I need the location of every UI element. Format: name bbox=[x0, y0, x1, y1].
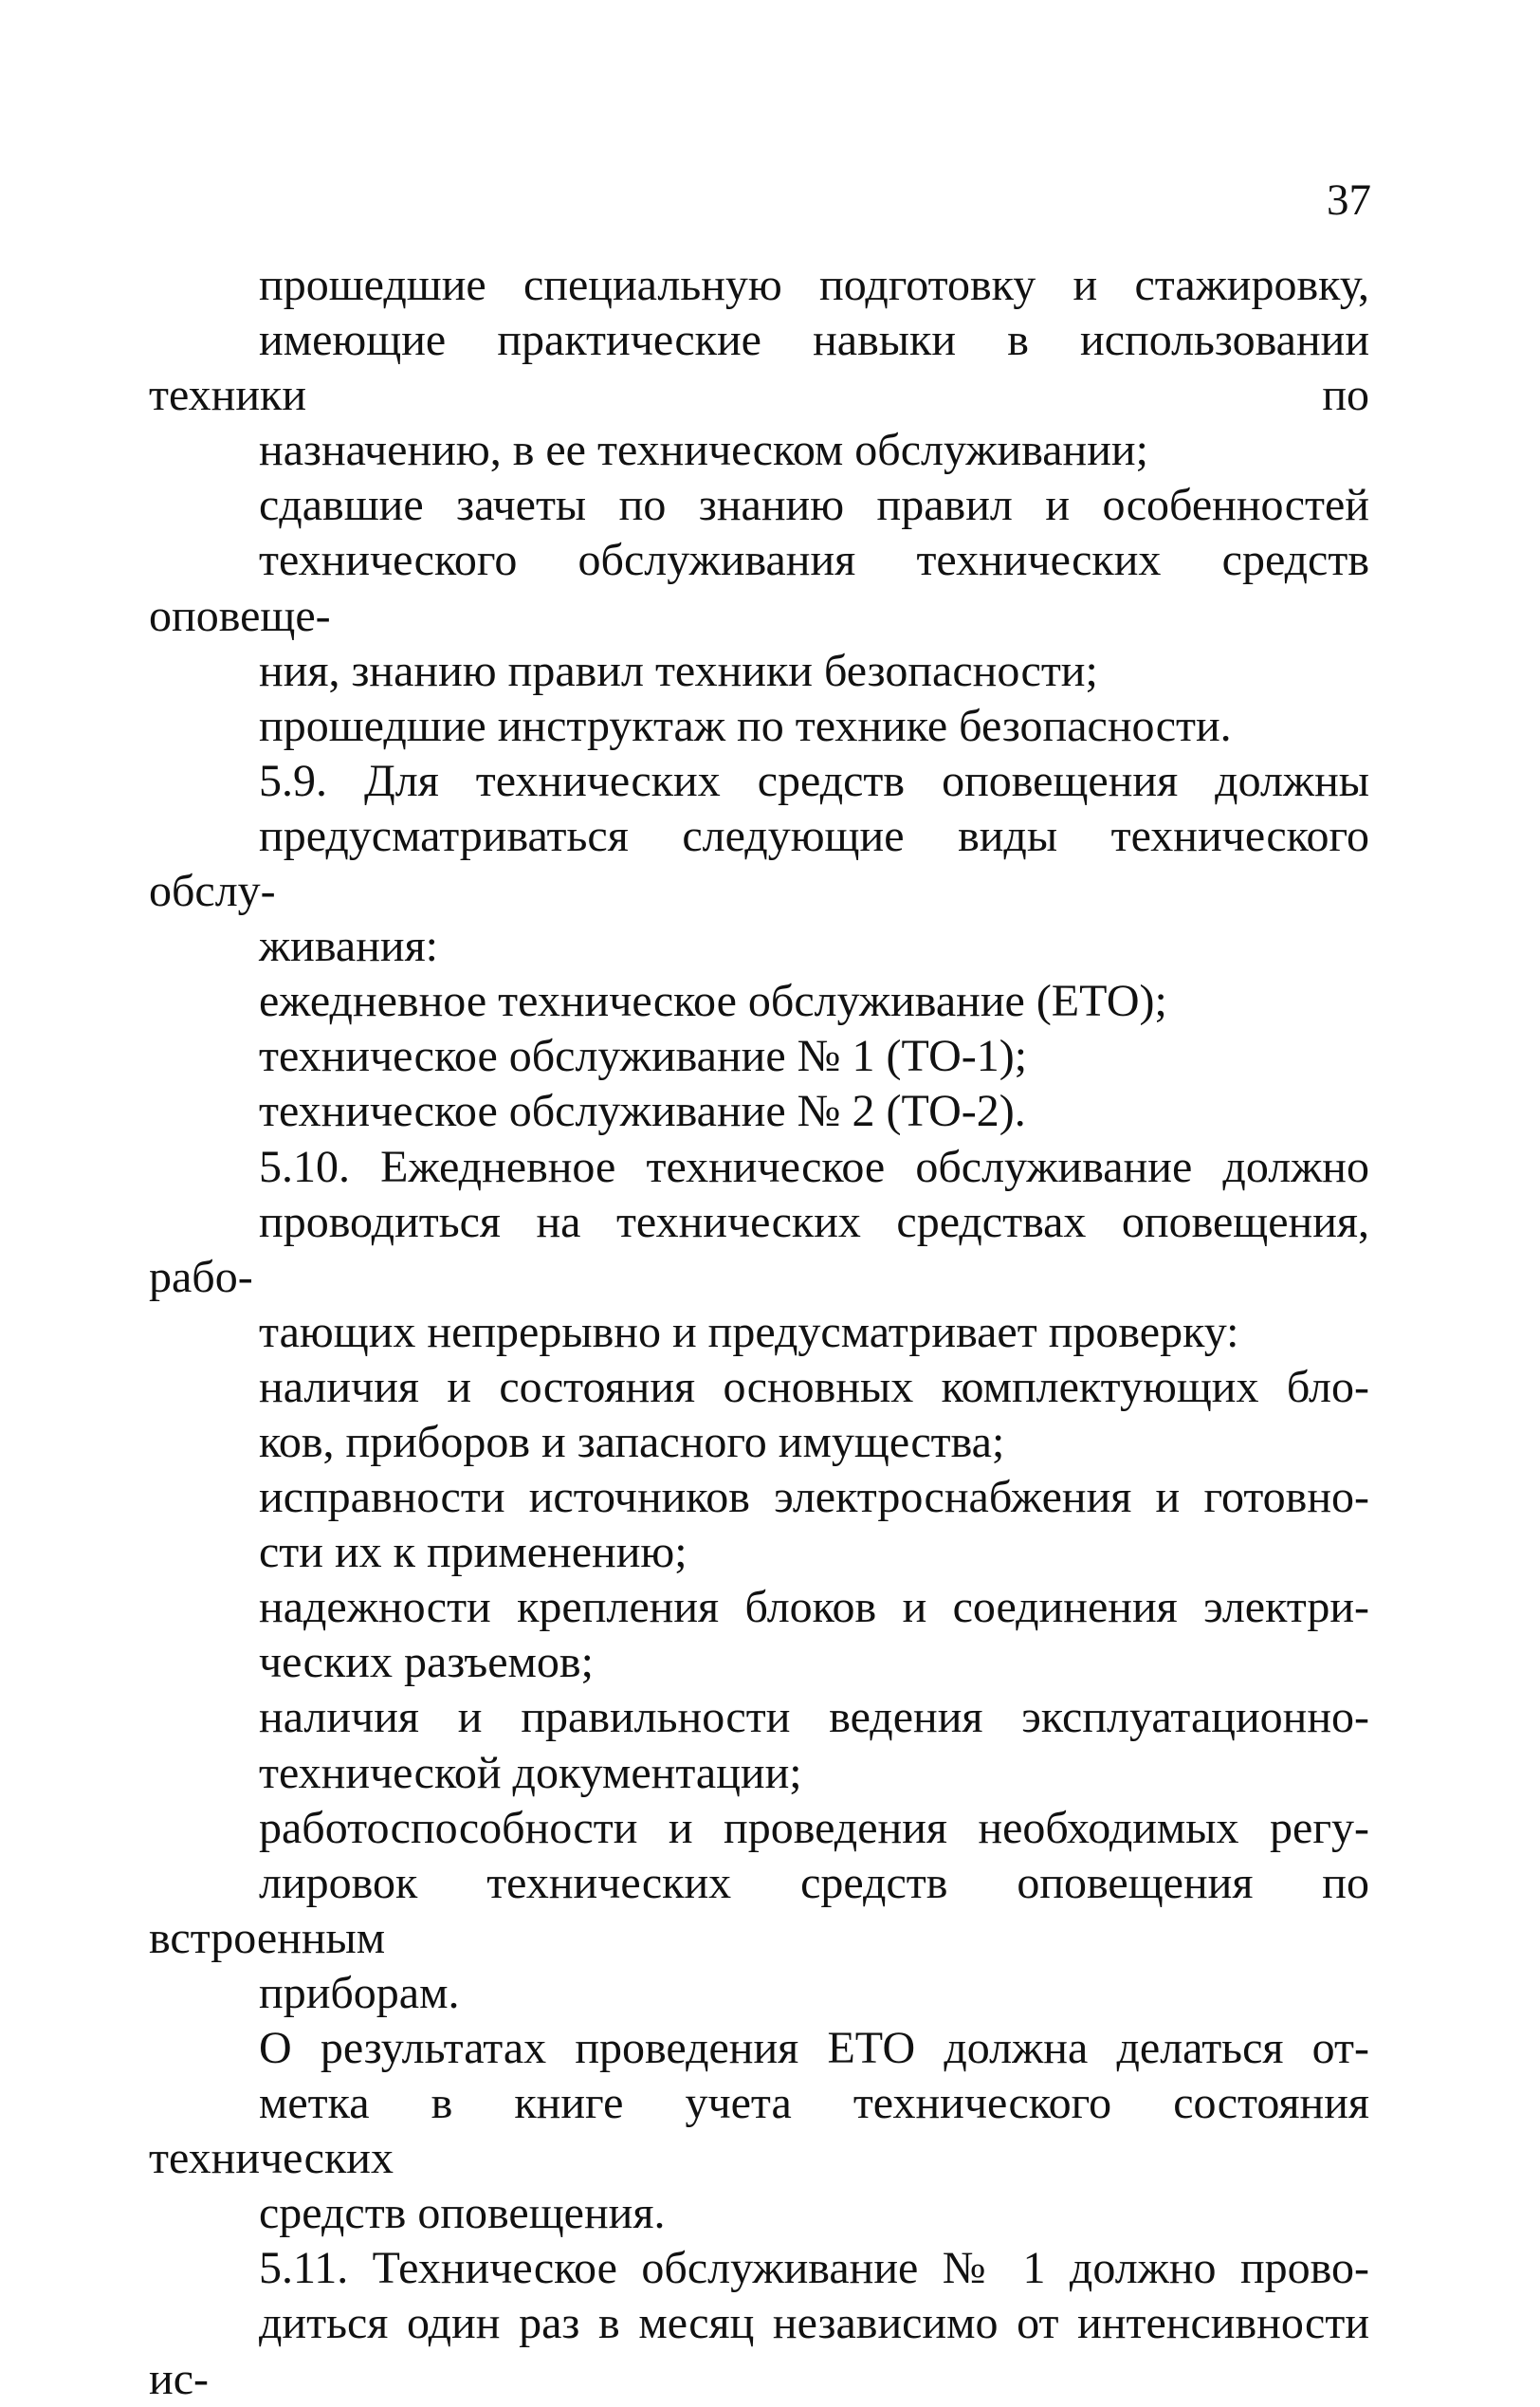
paragraph bbox=[149, 478, 1369, 698]
text-line: сдавшие зачеты по знанию правил и особенностей bbox=[259, 480, 1369, 531]
text-line: средств оповещения. bbox=[259, 2188, 666, 2239]
text-line: ческих разъемов; bbox=[259, 1637, 594, 1688]
page-number: 37 bbox=[1327, 175, 1371, 225]
paragraph bbox=[149, 1029, 1369, 1084]
text-line: лировок технических средств оповещения по встроенным bbox=[149, 1857, 1369, 1963]
paragraph bbox=[149, 1470, 1369, 1580]
paragraph bbox=[149, 1580, 1369, 1690]
paragraph bbox=[149, 2021, 1369, 2241]
paragraph bbox=[149, 1360, 1369, 1470]
paragraph bbox=[149, 1140, 1369, 1360]
text-line: О результатах проведения ЕТО должна делаться от- bbox=[259, 2023, 1369, 2073]
text-line: ежедневное техническое обслуживание (ЕТО); bbox=[259, 976, 1167, 1027]
text-line: тающих непрерывно и предусматривает проверку: bbox=[259, 1306, 1239, 1357]
text-line: проводиться на технических средствах оповещения, рабо- bbox=[149, 1196, 1369, 1302]
text-line: имеющие практические навыки в использовании техники по bbox=[149, 315, 1369, 421]
text-line: ния, знанию правил техники безопасности; bbox=[259, 645, 1098, 696]
paragraph bbox=[149, 974, 1369, 1029]
text-line: технической документации; bbox=[259, 1747, 802, 1798]
paragraph bbox=[149, 258, 1369, 478]
text-line: ков, приборов и запасного имущества; bbox=[259, 1416, 1005, 1467]
text-line: техническое обслуживание № 2 (ТО-2). bbox=[259, 1086, 1026, 1137]
text-line: наличия и состояния основных комплектующих бло- bbox=[259, 1361, 1369, 1412]
text-line: живания: bbox=[259, 921, 438, 972]
text-line: сти их к применению; bbox=[259, 1527, 688, 1578]
text-line: приборам. bbox=[259, 1967, 460, 2018]
text-line: метка в книге учета технического состояния технических bbox=[149, 2078, 1369, 2184]
text-line: 5.9. Для технических средств оповещения должны bbox=[259, 755, 1369, 806]
text-line: прошедшие специальную подготовку и стажировку, bbox=[259, 260, 1369, 310]
paragraph bbox=[149, 754, 1369, 974]
text-line: надежности крепления блоков и соединения электри- bbox=[259, 1582, 1369, 1633]
text-line: работоспособности и проведения необходимых регу- bbox=[259, 1802, 1369, 1853]
paragraph bbox=[149, 699, 1369, 754]
paragraph bbox=[149, 1690, 1369, 1800]
document-body bbox=[149, 258, 1369, 2407]
text-line: исправности источников электроснабжения и готовно- bbox=[259, 1472, 1369, 1523]
text-line: диться один раз в месяц независимо от интенсивности ис- bbox=[149, 2298, 1369, 2404]
text-line: техническое обслуживание № 1 (ТО-1); bbox=[259, 1031, 1028, 1082]
text-line: предусматриваться следующие виды технического обслу- bbox=[149, 810, 1369, 917]
paragraph bbox=[149, 2241, 1369, 2406]
text-line: прошедшие инструктаж по технике безопасности. bbox=[259, 700, 1232, 751]
text-line: 5.11. Техническое обслуживание № 1 должно прово- bbox=[259, 2243, 1369, 2294]
paragraph bbox=[149, 1084, 1369, 1139]
text-line: технического обслуживания технических средств оповеще- bbox=[149, 535, 1369, 641]
text-line: назначению, в ее техническом обслуживании; bbox=[259, 425, 1148, 476]
paragraph bbox=[149, 1801, 1369, 2021]
text-line: наличия и правильности ведения эксплуатационно- bbox=[259, 1692, 1369, 1743]
text-line: 5.10. Ежедневное техническое обслуживание должно bbox=[259, 1141, 1369, 1192]
